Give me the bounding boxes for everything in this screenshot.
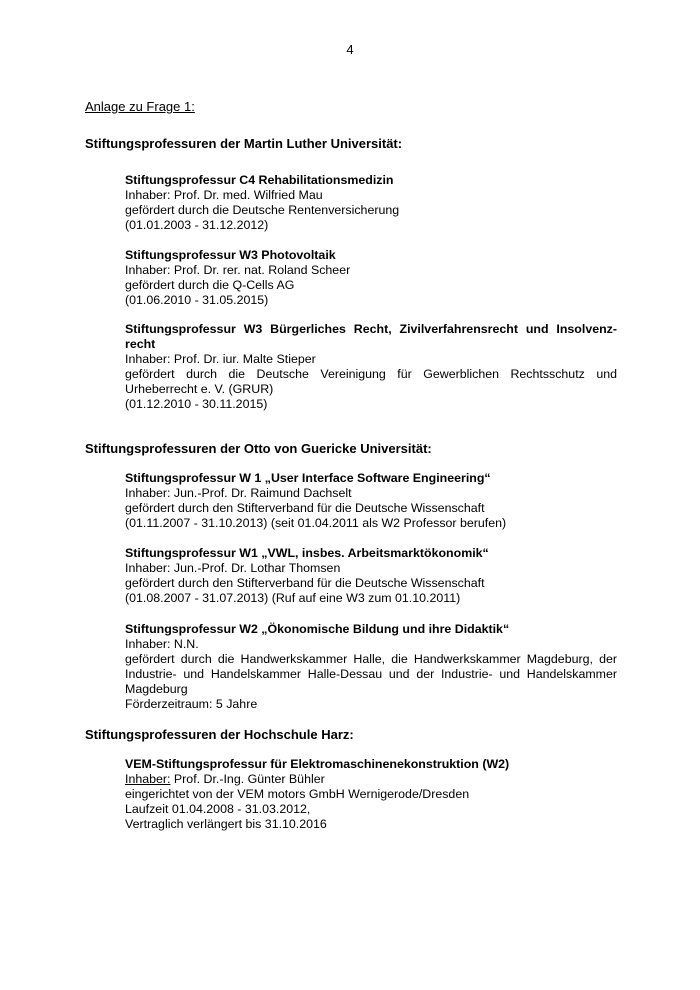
- entry-period: (01.12.2010 - 30.11.2015): [125, 397, 268, 411]
- entry-holder-name: Prof. Dr.-Ing. Günter Bühler: [170, 772, 325, 786]
- entry-extension: Vertraglich verlängert bis 31.10.2016: [125, 817, 327, 831]
- entry-period: (01.06.2010 - 31.05.2015): [125, 293, 269, 307]
- entry-title: Stiftungsprofessur W1 „VWL, insbes. Arbeitsmarktökonomik“: [125, 546, 489, 560]
- entry-sponsor: gefördert durch den Stifterverband für die Deutsche Wissenschaft: [125, 501, 485, 515]
- entry-period: (01.11.2007 - 31.10.2013) (seit 01.04.2011 als W2 Professor berufen): [125, 516, 507, 530]
- section-heading-mlu: Stiftungsprofessuren der Martin Luther Universität:: [85, 136, 403, 151]
- entry-title: Stiftungsprofessur C4 Rehabilitationsmedizin: [125, 173, 394, 187]
- entry-holder: Inhaber: Prof. Dr. rer. nat. Roland Scheer: [125, 263, 351, 277]
- section-heading-ovgu: Stiftungsprofessuren der Otto von Guericke Universität:: [85, 441, 432, 456]
- annex-title: Anlage zu Frage 1:: [85, 99, 195, 114]
- entry-period: Förderzeitraum: 5 Jahre: [125, 697, 258, 711]
- entry-holder: Inhaber: Prof. Dr. med. Wilfried Mau: [125, 188, 323, 202]
- entry-sponsor: gefördert durch die Handwerkskammer Halle, die Handwerkskammer Magdeburg, der Industrie- und Handelskammer Halle-Dessau und der Industrie- und Handelskammer Magdeburg: [125, 652, 617, 696]
- entry-founder: eingerichtet von der VEM motors GmbH Wernigerode/Dresden: [125, 787, 470, 801]
- entry-elektromaschinen: [125, 757, 617, 832]
- entry-holder: Inhaber: Jun.-Prof. Dr. Raimund Dachselt: [125, 486, 352, 500]
- entry-sponsor: gefördert durch die Q-Cells AG: [125, 278, 295, 292]
- entry-buergerliches-recht: [125, 322, 617, 412]
- entry-photovoltaik: [125, 248, 617, 308]
- entry-holder-label: Inhaber:: [125, 772, 171, 786]
- entry-holder: Inhaber: Jun.-Prof. Dr. Lothar Thomsen: [125, 561, 341, 575]
- entry-title: Stiftungsprofessur W3 Photovoltaik: [125, 248, 336, 262]
- entry-vwl: [125, 546, 617, 606]
- entry-title: Stiftungsprofessur W2 „Ökonomische Bildung und ihre Didaktik“: [125, 622, 510, 636]
- section-heading-hochschule-harz: Stiftungsprofessuren der Hochschule Harz:: [85, 727, 354, 742]
- entry-holder: [125, 772, 617, 787]
- entry-holder: Inhaber: Prof. Dr. iur. Malte Stieper: [125, 352, 316, 366]
- entry-period: (01.01.2003 - 31.12.2012): [125, 218, 269, 232]
- entry-holder: Inhaber: N.N.: [125, 637, 199, 651]
- entry-title: Stiftungsprofessur W 1 „User Interface Software Engineering“: [125, 471, 491, 485]
- entry-rehabilitationsmedizin: [125, 173, 617, 233]
- entry-period: (01.08.2007 - 31.07.2013) (Ruf auf eine W3 zum 01.10.2011): [125, 591, 461, 605]
- entry-sponsor: gefördert durch die Deutsche Vereinigung für Gewerblichen Rechtsschutz und Urheberrecht e. V. (GRUR): [125, 367, 617, 396]
- entry-oekonomische-bildung: [125, 622, 617, 712]
- entry-sponsor: gefördert durch die Deutsche Rentenversicherung: [125, 203, 400, 217]
- entry-title: VEM-Stiftungsprofessur für Elektromaschinenekonstruktion (W2): [125, 757, 510, 771]
- page-number: 4: [346, 42, 354, 57]
- entry-user-interface: [125, 471, 617, 531]
- entry-period: Laufzeit 01.04.2008 - 31.03.2012,: [125, 802, 311, 816]
- entry-title: Stiftungsprofessur W3 Bürgerliches Recht, Zivilverfahrensrecht und Insolvenz-recht: [125, 322, 617, 351]
- entry-sponsor: gefördert durch den Stifterverband für die Deutsche Wissenschaft: [125, 576, 485, 590]
